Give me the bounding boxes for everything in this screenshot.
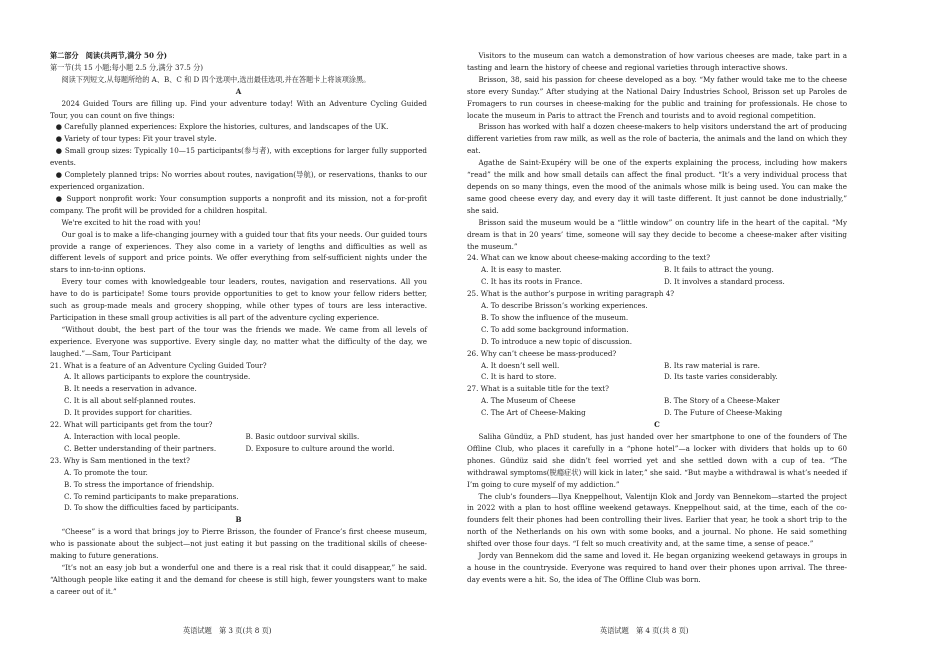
q27-option-d: D. The Future of Cheese-Making xyxy=(664,408,783,418)
q21-option-a: A. It allows participants to explore the countryside. xyxy=(64,372,251,382)
q27-option-c: C. The Art of Cheese-Making xyxy=(481,408,586,418)
q26-option-b: B. Its raw material is rare. xyxy=(664,360,760,370)
question-22: 22. What will participants get from the tour? xyxy=(50,420,213,430)
q21-option-d: D. It provides support for charities. xyxy=(64,408,193,418)
instruction: 阅读下列短文,从每题所给的 A、B、C 和 D 四个选项中,选出最佳选项,并在答题卡上将该项涂黑。 xyxy=(61,74,371,84)
passage-b-paragraph: “It’s not an easy job but a wonderful one and there is a real risk that it could disappear,” he said. “Although people like eating it and the demand for cheese is still high, fewer youngsters want to make a career out of it.” xyxy=(50,562,427,596)
q23-option-a: A. To promote the tour. xyxy=(64,467,148,477)
q26-option-a: A. It doesn’t sell well. xyxy=(481,360,560,370)
q24-option-d: D. It involves a standard process. xyxy=(664,277,785,287)
passage-c-heading: C xyxy=(654,420,660,430)
question-21: 21. What is a feature of an Adventure Cycling Guided Tour? xyxy=(50,360,267,370)
passage-b-paragraph: Brisson said the museum would be a “little window” on country life in the heart of the capital. “My dream is that in 20 years’ time, someone will say they decide to become a cheese-maker after visiting the museum.” xyxy=(467,217,847,251)
q24-option-c: C. It has its roots in France. xyxy=(481,277,583,287)
right-column xyxy=(467,50,847,586)
page-footer-right: 英语试题 第 4 页(共 8 页) xyxy=(600,626,689,635)
passage-b-paragraph: Visitors to the museum can watch a demonstration of how various cheeses are made, take part in a tasting and learn the history of cheese and regional varieties through interactive shows. xyxy=(467,51,847,72)
q25-option-a: A. To describe Brisson’s working experiences. xyxy=(481,301,648,311)
q22-option-b: B. Basic outdoor survival skills. xyxy=(245,432,360,441)
passage-a-bullet: ● Small group sizes: Typically 10—15 participants(参与者), with exceptions for larger fully supported events. xyxy=(50,146,427,168)
passage-a-paragraph: We're excited to hit the road with you! xyxy=(61,217,201,227)
passage-a-heading: A xyxy=(235,86,242,96)
section-subtitle: 第一节(共 15 小题;每小题 2.5 分,满分 37.5 分) xyxy=(50,62,204,72)
passage-a-bullet: ● Variety of tour types: Fit your travel style. xyxy=(55,134,217,144)
question-27: 27. What is a suitable title for the text? xyxy=(467,384,609,394)
passage-a-paragraph: Our goal is to make a life-changing journey with a guided tour that fits your needs. Our guided tours provide a range of experiences. They also come in a variety of lengths and difficulties as well as different levels of support and price points. We offer everything from self-sufficient nights under the stars to inn-to-inn options. xyxy=(50,229,427,275)
question-25: 25. What is the author’s purpose in writing paragraph 4? xyxy=(467,289,675,299)
q24-options-row xyxy=(467,264,847,276)
q22-option-d: D. Exposure to culture around the world. xyxy=(245,443,395,453)
q25-option-b: B. To show the influence of the museum. xyxy=(481,312,629,322)
passage-b-paragraph: Brisson has worked with half a dozen cheese-makers to help visitors understand the art of producing different varieties from raw milk, as well as the role of bacteria, the animals and the land on which they eat. xyxy=(467,122,847,156)
q27-options-row xyxy=(467,407,847,419)
q22-options-row xyxy=(50,443,427,455)
q21-option-b: B. It needs a reservation in advance. xyxy=(64,384,197,394)
question-26: 26. Why can’t cheese be mass-produced? xyxy=(467,348,617,358)
q26-options-row xyxy=(467,371,847,383)
section-title: 第二部分 阅读(共两节,满分 50 分) xyxy=(50,51,167,60)
question-24: 24. What can we know about cheese-making according to the text? xyxy=(467,253,711,263)
left-column xyxy=(50,50,427,598)
q22-option-c: C. Better understanding of their partners. xyxy=(64,443,217,453)
passage-a-bullet: ● Completely planned trips: No worries about routes, navigation(导航), or reservations, thanks to our experienced organization. xyxy=(50,170,427,191)
q22-option-a: A. Interaction with local people. xyxy=(64,432,181,441)
question-23: 23. Why is Sam mentioned in the text? xyxy=(50,455,190,465)
q26-options-row xyxy=(467,360,847,372)
q26-option-c: C. It is hard to store. xyxy=(481,372,557,382)
passage-b-paragraph: Brisson, 38, said his passion for cheese developed as a boy. “My father would take me to the cheese store every Sunday.” After studying at the National Dairy Industries School, Brisson set up Paroles de Fromagers to run courses in cheese-making for the public and training for professionals. He chose to locate the museum in Paris to attract the French and tourists and to avoid regional competition. xyxy=(467,74,847,120)
q26-option-d: D. Its taste varies considerably. xyxy=(664,372,778,382)
passage-b-heading: B xyxy=(235,515,242,525)
passage-a-paragraph: Every tour comes with knowledgeable tour leaders, routes, navigation and reservations. All you have to do is participate! Some tours provide opportunities to get to know your fellow riders better, such as group-made meals and grocery shopping, while other types of tours are less interactive. Participation in these small group activities is all part of the adventure cycling experience. xyxy=(50,277,427,322)
passage-c-paragraph: Saliha Gündüz, a PhD student, has just handed over her smartphone to one of the founders of The Offline Club, who places it carefully in a “phone hotel”—a locker with dividers that holds up to 60 phones. Gündüz said she didn’t feel worried yet and she settled down with a cup of tea. “The withdrawal symptoms(脱瘾症状) will kick in later,” she said. “But maybe a withdrawal is what’s needed if I’m going to cure myself of my addiction.” xyxy=(467,432,847,489)
passage-c-paragraph: The club’s founders—Ilya Kneppelhout, Valentijn Klok and Jordy van Bennekom—started the project in 2022 with a plan to host offline weekend getaways. Kneppelhout said, at the time, each of the co-founders felt their phones had been controlling their lives. Earlier that year, he took a short trip to the north of the Netherlands on his own with some books, and a journal. No phone. He said something shifted over those four days. “I felt so much creativity and, at the same time, a sense of peace.” xyxy=(467,491,847,549)
q23-option-c: C. To remind participants to make preparations. xyxy=(64,491,239,501)
q23-option-b: B. To stress the importance of friendship. xyxy=(64,479,215,489)
passage-b-paragraph: Agathe de Saint-Exupéry will be one of the experts explaining the process, including how makers “read” the milk and how small details can affect the final product. “It’s a very individual process that depends on so many things, even the mood of the animals whose milk is being used. You can make the same good cheese every day, and every day it will taste different. It just cannot be done industrially,” she said. xyxy=(467,158,847,215)
passage-a-paragraph: 2024 Guided Tours are filling up. Find your adventure today! With an Adventure Cycling Guided Tour, you can count on five things: xyxy=(50,98,427,120)
q23-option-d: D. To show the difficulties faced by participants. xyxy=(64,503,239,513)
page-footer-left: 英语试题 第 3 页(共 8 页) xyxy=(183,626,272,635)
q24-option-a: A. It is easy to master. xyxy=(481,265,562,275)
passage-c-paragraph: Jordy van Bennekom did the same and loved it. He began organizing weekend getaways in groups in a house in the countryside. Everyone was required to hand over their phones upon arrival. The three-day events were a hit. So, the idea of The Offline Club was born. xyxy=(467,551,847,584)
q24-options-row xyxy=(467,276,847,288)
q25-option-c: C. To add some background information. xyxy=(481,324,629,334)
passage-a-bullet: ● Carefully planned experiences: Explore the histories, cultures, and landscapes of the UK. xyxy=(55,122,389,132)
q27-options-row xyxy=(467,395,847,407)
q24-option-b: B. It fails to attract the young. xyxy=(664,265,774,275)
passage-b-paragraph: “Cheese” is a word that brings joy to Pierre Brisson, the founder of France’s first cheese museum, who is passionate about the subject—not just eating it but passing on the traditional skills of cheese-making to future generations. xyxy=(50,527,427,561)
passage-a-quote: “Without doubt, the best part of the tour was the friends we made. We came from all levels of experience. Everyone was supportive. Every single day, no matter what the difficulty of the day, we laughed.”—Sam, Tour Participant xyxy=(50,324,427,358)
passage-a-bullet: ● Support nonprofit work: Your consumption supports a nonprofit and its mission, not a for-profit company. The profit will be provided for a children hospital. xyxy=(50,193,427,215)
q22-options-row xyxy=(50,431,427,443)
q27-option-a: A. The Museum of Cheese xyxy=(481,396,576,406)
q21-option-c: C. It is all about self-planned routes. xyxy=(64,396,196,406)
q25-option-d: D. To introduce a new topic of discussion. xyxy=(481,336,633,346)
q27-option-b: B. The Story of a Cheese-Maker xyxy=(664,396,780,406)
